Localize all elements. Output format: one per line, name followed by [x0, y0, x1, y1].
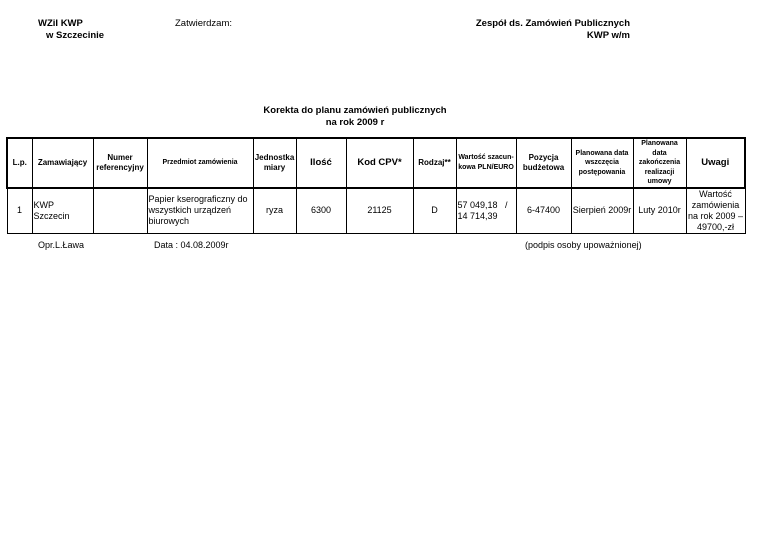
approval-label: Zatwierdzam: [175, 18, 233, 29]
document-title-line2: na rok 2009 r [325, 117, 385, 128]
cell-kod: 21125 [346, 188, 413, 234]
header-ilosc: Ilość [296, 138, 346, 188]
issuing-unit-line1: WZiI KWP [38, 18, 83, 29]
header-numer: Numer referencyjny [93, 138, 147, 188]
cell-przedmiot: Papier kserograficzny do wszystkich urządzeń biurowych [147, 188, 253, 234]
cell-ilosc: 6300 [296, 188, 346, 234]
cell-jednostka: ryza [253, 188, 296, 234]
header-uwagi: Uwagi [686, 138, 745, 188]
procurement-team-line1: Zespół ds. Zamówień Publicznych [475, 18, 630, 29]
cell-numer [93, 188, 147, 234]
cell-rodzaj: D [413, 188, 456, 234]
document-title-line1: Korekta do planu zamówień publicznych [263, 105, 447, 116]
cell-lp: 1 [7, 188, 32, 234]
header-wartosc: Wartość szacun- kowa PLN/EURO [456, 138, 516, 188]
header-zamawiajacy: Zamawiający [32, 138, 93, 188]
cell-pozycja: 6-47400 [516, 188, 571, 234]
issuing-unit [38, 18, 104, 42]
header-rodzaj: Rodzaj** [413, 138, 456, 188]
header-lp: L.p. [7, 138, 32, 188]
procurement-team [465, 18, 630, 42]
procurement-plan-table [6, 137, 746, 234]
cell-planowana-wszczecia: Sierpień 2009r [571, 188, 633, 234]
header-planowana-wszczecia: Planowana data wszczęcia postępowania [571, 138, 633, 188]
header-kod: Kod CPV* [346, 138, 413, 188]
header-jednostka: Jednostka miary [253, 138, 296, 188]
cell-planowana-zakonczenia: Luty 2010r [633, 188, 686, 234]
cell-zamawiajacy: KWP Szczecin [32, 188, 93, 234]
header-planowana-zakonczenia: Planowana data zakończenia realizacji umowy [633, 138, 686, 188]
table-row [7, 188, 745, 234]
prepared-by: Opr.L.Ława [38, 240, 85, 250]
header-pozycja: Pozycja budżetowa [516, 138, 571, 188]
signature-note: (podpis osoby upoważnionej) [525, 240, 642, 250]
cell-uwagi: Wartość zamówienia na rok 2009 – 49700,-zł [687, 188, 744, 232]
issuing-unit-line2: w Szczecinie [46, 30, 105, 41]
cell-wartosc-line2: 14 714,39 [457, 210, 498, 221]
document-title [240, 105, 470, 129]
document-date: Data : 04.08.2009r [154, 240, 229, 250]
procurement-team-line2: KWP w/m [586, 30, 630, 41]
table-header-row [7, 138, 745, 188]
cell-wartosc-line1: 57 049,18 / [457, 199, 508, 210]
header-przedmiot: Przedmiot zamówienia [147, 138, 253, 188]
cell-wartosc [456, 188, 516, 234]
